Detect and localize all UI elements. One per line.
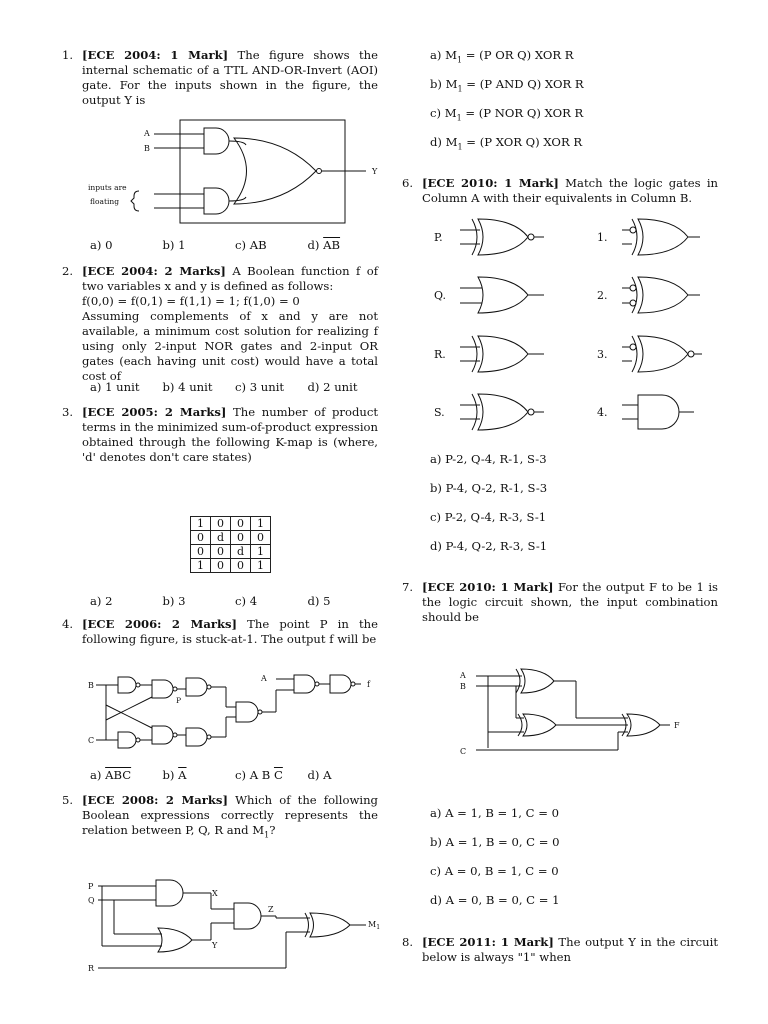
question-text: [ECE 2008: 2 Marks] Which of the following Boolean expressions correctly represents the relation between P, Q, R and $M_1$? <box>82 793 378 840</box>
node-z-label: Z <box>268 905 274 914</box>
question-text: [ECE 2004: 2 Marks] A Boolean function f of two variables x and y is defined as follows: <box>82 264 378 293</box>
q6-option-d[interactable]: d) P-4, Q-2, R-3, S-1 <box>430 539 548 553</box>
q7-option-d[interactable]: d) A = 0, B = 0, C = 1 <box>430 893 560 907</box>
col-b-label: 3. <box>597 348 608 361</box>
input-a-label: A <box>261 674 267 683</box>
node-y-label: Y <box>212 941 218 950</box>
q5-option-a[interactable]: a) $M_1 = (P$ OR Q) XOR R <box>430 48 574 65</box>
input-q-label: Q <box>88 896 95 905</box>
col-b-label: 2. <box>597 289 608 302</box>
q7-option-b[interactable]: b) A = 1, B = 0, C = 0 <box>430 835 560 849</box>
q6-gate-match-figure <box>432 215 722 430</box>
question-tag: [ECE 2004: 2 Marks] <box>82 264 226 278</box>
option-c[interactable]: c) AB <box>235 238 267 252</box>
node-x-label: X <box>212 889 218 898</box>
col-a-label: P. <box>434 231 443 244</box>
question-tag: [ECE 2004: 1 Mark] <box>82 48 229 62</box>
option-a[interactable]: a) 1 unit <box>90 380 140 394</box>
question-tag: [ECE 2005: 2 Marks] <box>82 405 227 419</box>
question-tag: [ECE 2011: 1 Mark] <box>422 935 554 949</box>
q1-aoi-gate-figure <box>84 118 384 228</box>
input-c-label: C <box>460 747 467 756</box>
question-number: 6. <box>402 176 414 190</box>
option-b[interactable]: b) $\overline{A}$ <box>162 768 187 782</box>
question-text: [ECE 2004: 1 Mark] The figure shows the internal schematic of a TTL AND-OR-Invert (AOI) gate. For the inputs shown in the figure, the output Y is <box>82 48 378 107</box>
question-tag: [ECE 2010: 1 Mark] <box>422 176 559 190</box>
k-map-row: 0 d 0 0 <box>191 531 271 545</box>
col-b-label: 1. <box>597 231 608 244</box>
option-a[interactable]: a) 2 <box>90 594 113 608</box>
col-a-label: Q. <box>434 289 446 302</box>
option-d[interactable]: d) 2 unit <box>307 380 358 394</box>
question-tag: [ECE 2006: 2 Marks] <box>82 617 237 631</box>
question-number: 4. <box>62 617 74 631</box>
question-tag: [ECE 2008: 2 Marks] <box>82 793 228 807</box>
floating-label-1: inputs are <box>88 183 127 192</box>
input-p-label: P <box>88 882 94 891</box>
q6-option-b[interactable]: b) P-4, Q-2, R-1, S-3 <box>430 481 548 495</box>
q7-option-a[interactable]: a) A = 1, B = 1, C = 0 <box>430 806 560 820</box>
question-number: 8. <box>402 935 414 949</box>
question-text: [ECE 2011: 1 Mark] The output Y in the circuit below is always "1" when <box>422 935 718 964</box>
k-map-row: 1 0 0 1 <box>191 517 271 531</box>
input-b-label: B <box>144 144 150 153</box>
q2-options <box>90 380 380 394</box>
q2-definition: f(0,0) = f(0,1) = f(1,1) = 1; f(1,0) = 0 <box>82 294 300 308</box>
col-b-label: 4. <box>597 406 608 419</box>
k-map-row: 1 0 0 1 <box>191 559 271 573</box>
k-map-row: 0 0 d 1 <box>191 545 271 559</box>
output-f-label: F <box>674 721 680 730</box>
question-text: [ECE 2006: 2 Marks] The point P in the following figure, is stuck-at-1. The output f will be <box>82 617 378 646</box>
input-a-label: A <box>144 129 150 138</box>
q4-options <box>90 768 380 782</box>
q5-circuit-figure <box>86 876 386 976</box>
col-a-label: S. <box>434 406 445 419</box>
floating-label-2: floating <box>90 197 120 206</box>
input-b-label: B <box>88 681 94 690</box>
question-number: 3. <box>62 405 74 419</box>
k-map-table <box>190 516 271 573</box>
output-y-label: Y <box>372 167 378 176</box>
q2-body: Assuming complements of x and y are not available, a minimum cost solution for realizing f using only 2-input NOR gates and 2-input OR gates (each having unit cost) would have a total cost of <box>82 309 378 383</box>
input-r-label: R <box>88 964 95 973</box>
q5-option-d[interactable]: d) $M_1 = (P$ XOR Q) XOR R <box>430 135 583 152</box>
q5-option-b[interactable]: b) $M_1 = (P$ AND Q) XOR R <box>430 77 584 94</box>
q1-options <box>90 238 380 252</box>
q6-option-c[interactable]: c) P-2, Q-4, R-3, S-1 <box>430 510 547 524</box>
question-text: [ECE 2010: 1 Mark] For the output F to be 1 is the logic circuit shown, the input combination should be <box>422 580 718 624</box>
question-number: 2. <box>62 264 74 278</box>
option-d[interactable]: d) 5 <box>307 594 331 608</box>
option-b[interactable]: b) 4 unit <box>162 380 213 394</box>
question-text: [ECE 2005: 2 Marks] The number of product terms in the minimized sum-of-product expression obtained through the following K-map is (where, 'd' denotes don't care states) <box>82 405 378 464</box>
option-b[interactable]: b) 3 <box>162 594 186 608</box>
output-f-label: f <box>367 680 370 689</box>
input-c-label: C <box>88 736 95 745</box>
q7-option-c[interactable]: c) A = 0, B = 1, C = 0 <box>430 864 559 878</box>
question-number: 5. <box>62 793 74 807</box>
q6-option-a[interactable]: a) P-2, Q-4, R-1, S-3 <box>430 452 547 466</box>
option-a[interactable]: a) 0 <box>90 238 113 252</box>
option-c[interactable]: c) 4 <box>235 594 258 608</box>
point-p-label: P <box>176 696 182 705</box>
option-a[interactable]: a) $\overline{ABC}$ <box>90 768 132 782</box>
input-b-label: B <box>460 682 466 691</box>
question-number: 1. <box>62 48 74 62</box>
option-d[interactable]: d) $\overline{AB}$ <box>307 238 341 252</box>
q4-stuck-at-figure <box>86 670 386 755</box>
option-c[interactable]: c) A B $\overline{C}$ <box>235 768 283 782</box>
input-a-label: A <box>460 671 466 680</box>
q3-options <box>90 594 380 608</box>
q7-xor-circuit-figure <box>458 664 698 764</box>
q5-option-c[interactable]: c) $M_1 = (P$ NOR Q) XOR R <box>430 106 584 123</box>
output-m-label: $M_1$ <box>368 920 381 931</box>
question-tag: [ECE 2010: 1 Mark] <box>422 580 554 594</box>
option-b[interactable]: b) 1 <box>162 238 186 252</box>
question-text: [ECE 2010: 1 Mark] Match the logic gates in Column A with their equivalents in Column B. <box>422 176 718 205</box>
col-a-label: R. <box>434 348 446 361</box>
option-c[interactable]: c) 3 unit <box>235 380 285 394</box>
question-number: 7. <box>402 580 414 594</box>
option-d[interactable]: d) A <box>307 768 332 782</box>
